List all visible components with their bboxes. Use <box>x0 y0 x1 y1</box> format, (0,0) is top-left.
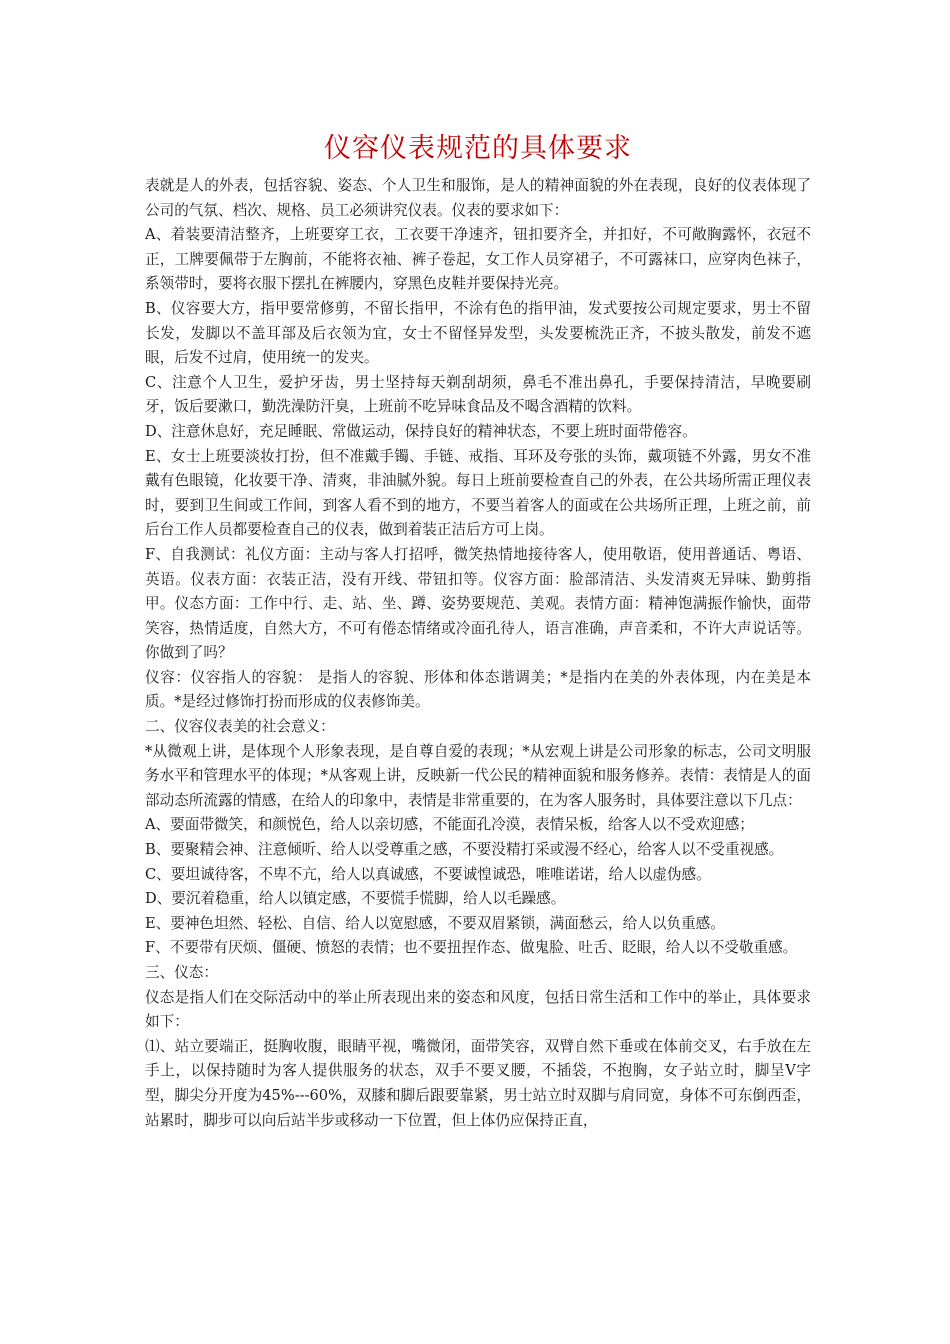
paragraph-expression-d: D、要沉着稳重，给人以镇定感，不要慌手慌脚，给人以毛躁感。 <box>145 890 566 908</box>
paragraph-b-grooming: B、仪容要大方，指甲要常修剪，不留长指甲，不涂有色的指甲油，发式要按公司规定要求，男士不留长发，发脚以不盖耳部及后衣领为宜，女士不留怪异发型，头发要梳洗正齐，不披头散发，前发不遮眼，后发不过肩，使用统一的发夹。 <box>145 299 811 367</box>
paragraph-f-self-test: F、自我测试：礼仪方面：主动与客人打招呼，微笑热情地接待客人，使用敬语，使用普通话、粤语、英语。仪表方面：衣装正洁，没有开线、带钮扣等。仪容方面：脸部清洁、头发清爽无异味、勤剪指甲。仪态方面：工作中行、走、站、坐、蹲、姿势要规范、美观。表情方面：精神饱满振作愉快，面带笑容，热情适度，自然大方，不可有倦态情绪或冷面孔待人，语言准确，声音柔和，不许大声说话等。 你做到了吗？ <box>145 545 811 662</box>
paragraph-expression-b: B、要聚精会神、注意倾听、给人以受尊重之感，不要没精打采或漫不经心，给客人以不受重视感。 <box>145 841 784 859</box>
section-heading-posture: 三、仪态： <box>145 964 218 981</box>
document-page <box>145 128 811 1133</box>
paragraph-expression-f: F、不要带有厌烦、僵硬、愤怒的表情；也不要扭捏作态、做鬼脸、吐舌、眨眼，给人以不受敬重感。 <box>145 939 798 957</box>
paragraph-c-hygiene: C、注意个人卫生，爱护牙齿，男士坚持每天剃刮胡须，鼻毛不准出鼻孔，手要保持清洁，早晚要刷牙，饭后要漱口，勤洗澡防汗臭，上班前不吃异味食品及不喝含酒精的饮料。 <box>145 373 811 416</box>
paragraph-posture-standing: ⑴、站立要端正，挺胸收腹，眼睛平视，嘴微闭，面带笑容，双臂自然下垂或在体前交叉，右手放在左手上，以保持随时为客人提供服务的状态，双手不要叉腰，不插袋，不抱胸，女子站立时，脚呈V字型，脚尖分开度为45%---60%，双膝和脚后跟要靠紧，男士站立时双脚与肩同宽，身体不可东倒西歪，站累时，脚步可以向后站半步或移动一下位置，但上体仍应保持正直， <box>145 1037 811 1129</box>
paragraph-a-attire: A、着装要清洁整齐，上班要穿工衣，工衣要干净速齐，钮扣要齐全，并扣好，不可敞胸露怀，衣冠不正，工牌要佩带于左胸前，不能将衣袖、裤子卷起，女工作人员穿裙子，不可露袜口，应穿肉色袜子，系领带时，要将衣服下摆扎在裤腰内，穿黑色皮鞋并要保持光亮。 <box>145 226 811 293</box>
paragraph-e-makeup: E、女士上班要淡妆打扮，但不准戴手镯、手链、戒指、耳环及夸张的头饰，戴项链不外露，男女不准戴有色眼镜，化妆要干净、清爽，非油腻外貌。每日上班前要检查自己的外表，在公共场所需正理仪表时，要到卫生间或工作间，到客人看不到的地方，不要当着客人的面或在公共场所正理，上班之前，前后台工作人员都要检查自己的仪表，做到着装正洁后方可上岗。 <box>145 447 811 539</box>
paragraph-posture-intro: 仪态是指人们在交际活动中的举止所表现出来的姿态和风度，包括日常生活和工作中的举止，具体要求如下： <box>145 988 811 1031</box>
section-heading-social-meaning: 二、仪容仪表美的社会意义： <box>145 718 335 736</box>
paragraph-expression-a: A、要面带微笑，和颜悦色，给人以亲切感，不能面孔冷漠，表情呆板，给客人以不受欢迎感； <box>145 816 754 834</box>
paragraph-intro: 表就是人的外表，包括容貌、姿态、个人卫生和服饰，是人的精神面貌的外在表现，良好的仪表体现了公司的气氛、档次、规格、员工必须讲究仪表。仪表的要求如下： <box>145 177 811 219</box>
document-title: 仪容仪表规范的具体要求 <box>324 133 632 164</box>
paragraph-expression-c: C、要坦诚待客，不卑不亢，给人以真诚感，不要诚惶诚恐，唯唯诺诺，给人以虚伪感。 <box>145 865 711 883</box>
paragraph-social-meaning: *从微观上讲，是体现个人形象表现，是自尊自爱的表现；*从宏观上讲是公司形象的标志，公司文明服务水平和管理水平的体现；*从客观上讲，反映新一代公民的精神面貌和服务修养。表情：表情是人的面部动态所流露的情感，在给人的印象中，表情是非常重要的，在为客人服务时，具体要注意以下几点： <box>145 742 811 809</box>
paragraph-appearance-definition: 仪容：仪容指人的容貌： 是指人的容貌、形体和体态谐调美；*是指内在美的外表体现，内在美是本质。*是经过修饰打扮而形成的仪表修饰美。 <box>145 668 811 711</box>
paragraph-d-rest: D、注意休息好，充足睡眠、常做运动，保持良好的精神状态，不要上班时面带倦容。 <box>145 422 697 440</box>
paragraph-expression-e: E、要神色坦然、轻松、自信、给人以宽慰感，不要双眉紧锁，满面愁云，给人以负重感。 <box>145 914 725 932</box>
